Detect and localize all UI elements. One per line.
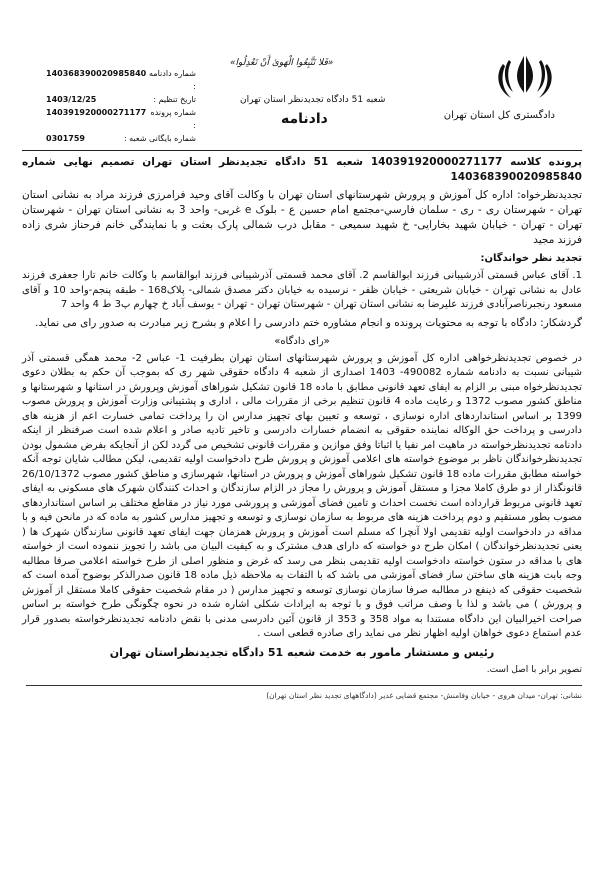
meta-row-date [46,93,196,106]
footer-divider [26,685,582,686]
verdict-text: در خصوص تجدیدنظرخواهی اداره کل آموزش و پرورش شهرستانهای استان تهران بطرفیت 1- عباس 2- محمد همگی قسمتی آذر شیبانی نسبت به دادنامه شماره 490082- 1403 اصداری از شعبه 4 دادگاه حقوقی شهر ری که بموجب آن حکم به بطلان دعوی تجدیدنظرخواه مبنی بر الزام به ایفای تعهد قانونی مطابق با ماده 18 قانون تشکیل شوراهای آموزش وپرورش در استانها و شهرستانها و مناطق کشور مصوب 1372 و رعایت ماده 4 قانون تنظیم برخی از مقررات مالی ، اداری و پشتیبانی وزارت آموزش و پرورش مصوب 1399 بر اساس استانداردهای اداره نوسازی ، توسعه و تعیین بهای تجهیز مدارس ان را پرداخت تمامی خسارت اعم از هزینه های دادرسی و پرداخت حق الوکاله نماینده حقوقی به انضمام خسارات دادرسی و تاخیر تادیه صادر و اعلام شده است صرفنظر از اینکه دادنامه تجدیدنظرخواسته در ماهیت امر نفیا یا اثباتا وفق موازین و مقررات قانونی تشخیص می گردد لکن از آنجایکه بفرض مشمول بودن تجدیدنظرخواندگان ناظر بر موضوع خواسته های اعلامی آموزش و پرورش طرح دادخواست اولیه تقدیمی، لیکن مطالب شایان توجه آنکه خواسته مطابق مقررات ماده 18 قانون تشکیل شوراهای آموزش و پرورش در استانها، شهرسازی و مناطق کشور مصوب 26/10/1372 قانونگذار از دو طرق کاملا مجزا و مستقل آموزش و پرورش را مجاز در الزام سازندگان و احداث کنندگان شهرک های مسکونی به ایفای تعهد قانونی مربوط قرارداده است نخست احداث و تامین فضای آموزشی و پرورشی مورد نیاز در مقاطع مختلف بر اساس استانداردهای مصوب بطور مستقیم و دوم پرداخت هزینه های مربوط به سازمان نوسازی و توسعه و تجهیز مدارس کشور به ماده که در مانحن فیه و با مداقه در دادخواست اولیه تقدیمی اولا آنچرا که مسلم است آموزش و پرورش همزمان جهت ایفای تعهد قانونی سازندگان شهرک ها ( یعنی تجدیدنظرخواندگان ) امکان طرح دو خواسته که دارای هدف مشترک و به کیفیت البیان می باشد را تجویز ننموده است از خواسته های با مداقه در ستون خواسته دادخواست اولیه تقدیمی بنظر می رسد که غرض و منظور اصلی از طرح خواسته اعلامی صرفا مطالبه وجه بابت هزینه های ساختن ساز فضای آموزشی می باشد که با التفات به ملاحظه ذیل ماده 18 قانون صدرالذکر بوضوح آمده است که شخصیت حقوقی که ذینفع در مطالبه صرفا سازمان نوسازی توسعه و تجهیز مدارس ( در مقام شخصیت حقوقی کاملا مستقل از آموزش و پرورش ) می باشد و لذا با وصف مراتب فوق و با توجه به ایرادات شکلی اشاره شده در نحوه چگونگی طرح خواسته بر اساس صراحت اخیرالبیان این دادگاه مستندا به مواد 358 و 353 از قانون آئین دادرسی مدنی با نقض دادنامه تجدیدنظرخواسته بصدور قرار عدم استماع دعوی خواهان اولیه اظهار نظر می نماید رای صادره قطعی است . [22,352,583,639]
document-title: دادنامه [281,111,328,127]
meta-label: شماره بایگانی شعبه : [123,134,196,143]
document-meta [46,67,196,145]
footer-address: نشانی: تهران- میدان هروی - خیابان وفامنش- مجتمع قضایی غدیر (دادگاههای تجدید نظر استان تهران) [266,690,582,700]
judiciary-name: دادگستری کل استان تهران [443,110,555,121]
meta-value: 140391920000271177 [46,108,147,117]
meta-row-archive-number [46,132,196,145]
header-quote: «فَلا تَتَّبِعُوا الْهَوىٰ أَنْ تَعْدِلُوا» [230,58,334,68]
meta-row-case-number [46,106,196,132]
meta-label: شماره پرونده : [150,108,196,130]
signature-line: رئیس و مستشار مامور به خدمت شعبه 51 دادگاه تجدیدنظراستان تهران [109,645,495,659]
meta-label: شماره دادنامه : [149,69,196,91]
document-body [22,155,582,706]
meta-value: 1403/12/25 [46,95,97,104]
document-header [30,30,575,143]
court-branch: شعبه 51 دادگاه تجدیدنظر استان تهران [240,95,386,105]
meta-row-judgment-number [46,67,196,93]
verdict-heading: «رای دادگاه» [274,335,330,347]
respondents-paragraph: 1. آقای عباس قسمتی آذرشیبانی فرزند ابوالقاسم 2. آقای محمد قسمتی آذرشیبانی فرزند ابوالقاسم با وکالت خانم تارا جعفری فرزند عادل به نشانی تهران - خیابان شریعتی - خیابان ظفر - نرسیده به خیابان دکتر مصدق شمالی- پلاک168 - طبقه پنجم-واحد 10 و آقای مسعود رنجبرناصرآبادی فرزند علیرضا به نشانی استان تهران - شهرستان تهران - تهران - یوسف آباد خ چهارم پ3 ط 4 واحد 7 [22,270,583,310]
respondents-heading: تجدید نظر خواندگان: [480,253,582,264]
meta-value: 0301759 [46,134,85,143]
copy-note: تصویر برابر با اصل است. [486,664,582,675]
appellant-paragraph: تجدیدنظرخواه: اداره کل آموزش و پرورش شهرستانهای استان تهران با وکالت آقای وحید فرامرزی فرزند مراد به نشانی استان تهران - شهرستان ری - ری - سلمان فارسي-مجتمع امام حسین ع - بلوک e غربی- واحد 3 به نشانی استان تهران - شهرستان تهران - تهران - خیابان شهید بخارایی- خ شهید سمیعی - مقابل درب شمالی پارک بعثت و با نمایندگی خانم فرحناز شری زاده فرزند مجید [22,189,582,246]
meta-label: تاریخ تنظیم : [153,95,196,104]
process-paragraph: گردشکار: دادگاه با توجه به محتویات پرونده و انجام مشاوره ختم دادرسی را اعلام و بشرح زیر مبادرت به صدور رای می نماید. [35,316,582,329]
header-divider [22,150,582,151]
iran-emblem-icon [493,48,557,104]
case-line: پرونده کلاسه 140391920000271177 شعبه 51 دادگاه تجدیدنظر استان تهران تصمیم نهایی شماره 140368390020985840 [22,156,582,183]
meta-value: 140368390020985840 [46,69,147,78]
